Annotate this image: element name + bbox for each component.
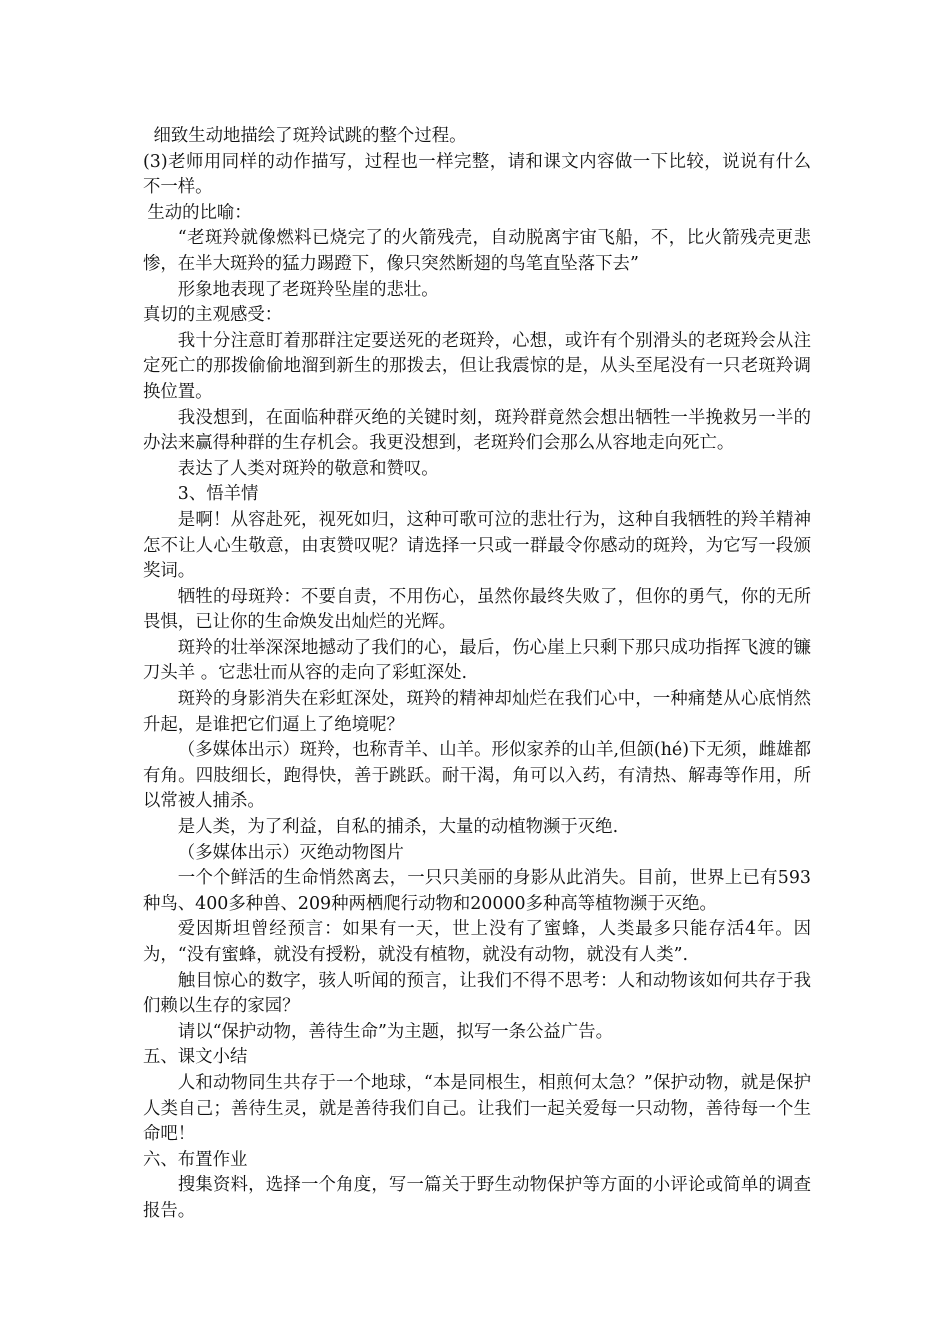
paragraph: 细致生动地描绘了斑羚试跳的整个过程。 — [153, 126, 467, 146]
paragraph: （多媒体出示）斑羚，也称青羊、山羊。形似家养的山羊,但颌(hé)下无须，雌雄都有角。四肢细长，跑得快，善于跳跃。耐干渴，角可以入药，有清热、解毒等作用，所以常被人捕杀。 — [143, 740, 811, 812]
paragraph: 我十分注意盯着那群注定要送死的老斑羚，心想，或许有个别滑头的老斑羚会从注定死亡的那拨偷偷地溜到新生的那拨去，但让我震惊的是，从头至尾没有一只老斑羚调换位置。 — [143, 330, 811, 402]
paragraph: 斑羚的身影消失在彩虹深处，斑羚的精神却灿烂在我们心中，一种痛楚从心底悄然升起，是谁把它们逼上了绝境呢？ — [143, 689, 811, 735]
paragraph: 我没想到，在面临种群灭绝的关键时刻，斑羚群竟然会想出牺牲一半挽救另一半的办法来赢得种群的生存机会。我更没想到，老斑羚们会那么从容地走向死亡。 — [143, 407, 811, 454]
subheading-feeling: 真切的主观感受： — [143, 305, 283, 326]
paragraph: 是人类，为了利益，自私的捕杀，大量的动植物濒于灭绝. — [177, 817, 619, 838]
paragraph: 一个个鲜活的生命悄然离去，一只只美丽的身影从此消失。目前，世界上已有593种鸟、400多种兽、209种两栖爬行动物和20000多种高等植物濒于灭绝。 — [143, 868, 811, 914]
question-paragraph: (3)老师用同样的动作描写，过程也一样完整，请和课文内容做一下比较，说说有什么不一样。 — [143, 151, 811, 198]
paragraph: 是啊！从容赴死，视死如归，这种可歌可泣的悲壮行为，这种自我牺牲的羚羊精神怎不让人心生敬意，由衷赞叹呢？请选择一只或一群最令你感动的斑羚，为它写一段颁奖词。 — [143, 509, 811, 582]
paragraph: 牺牲的母斑羚：不要自责，不用伤心，虽然你最终失败了，但你的勇气，你的无所畏惧，已让你的生命焕发出灿烂的光辉。 — [143, 586, 811, 633]
paragraph: 爱因斯坦曾经预言：如果有一天，世上没有了蜜蜂，人类最多只能存活4年。因为，“没有蜜蜂，就没有授粉，就没有植物，就没有动物，就没有人类”. — [143, 919, 811, 965]
subheading-metaphor: 生动的比喻： — [147, 202, 252, 223]
section-heading: 六、布置作业 — [143, 1149, 248, 1170]
paragraph: 触目惊心的数字，骇人听闻的预言，让我们不得不思考：人和动物该如何共存于我们赖以生存的家园？ — [143, 970, 811, 1017]
paragraph: 斑羚的壮举深深地撼动了我们的心，最后，伤心崖上只剩下那只成功指挥飞渡的镰刀头羊 。它悲壮而从容的走向了彩虹深处. — [143, 637, 811, 684]
paragraph: 请以“保护动物，善待生命”为主题，拟写一条公益广告。 — [177, 1021, 613, 1042]
document-body — [143, 124, 811, 1225]
paragraph: 形象地表现了老斑羚坠崖的悲壮。 — [177, 279, 439, 300]
section-heading: 3、悟羊情 — [177, 484, 259, 505]
section-heading: 五、课文小结 — [143, 1047, 248, 1068]
paragraph: 表达了人类对斑羚的敬意和赞叹。 — [177, 458, 439, 479]
paragraph: 搜集资料，选择一个角度，写一篇关于野生动物保护等方面的小评论或简单的调查报告。 — [143, 1175, 811, 1221]
quote-paragraph: “老斑羚就像燃料已烧完了的火箭残壳，自动脱离宇宙飞船，不，比火箭残壳更悲惨，在半大斑羚的猛力踢蹬下，像只突然断翅的鸟笔直坠落下去” — [143, 228, 811, 274]
paragraph: 人和动物同生共存于一个地球，“本是同根生，相煎何太急？”保护动物，就是保护人类自己；善待生灵，就是善待我们自己。让我们一起关爱每一只动物，善待每一个生命吧！ — [143, 1072, 811, 1145]
paragraph: （多媒体出示）灭绝动物图片 — [177, 842, 404, 863]
